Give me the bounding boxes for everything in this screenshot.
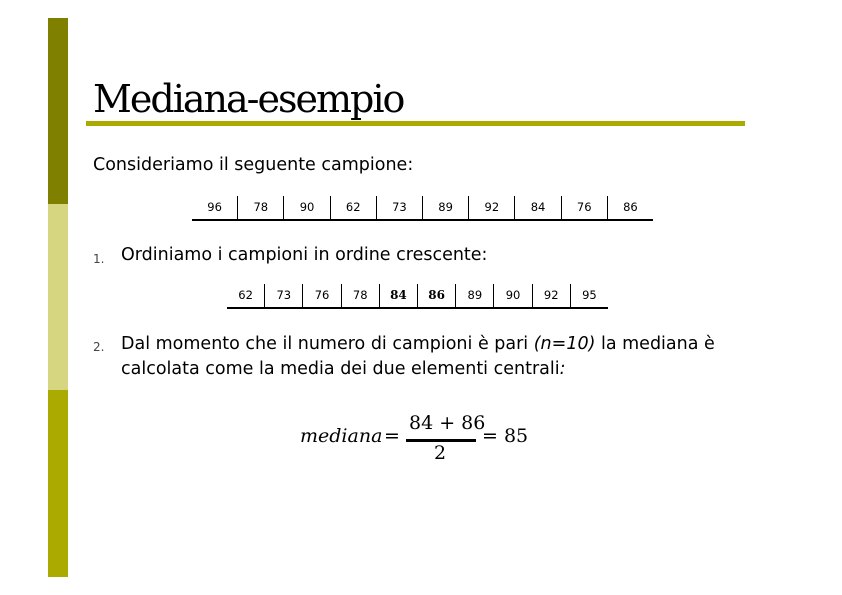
- step2-text-colon: :: [559, 359, 566, 379]
- sample-table: [192, 196, 653, 221]
- sorted-cell: 73: [265, 284, 303, 307]
- sample-cell: 78: [238, 196, 284, 219]
- sample-cell: 96: [192, 196, 238, 219]
- sorted-cell: 95: [582, 288, 597, 302]
- step2-text-part: Dal momento che il numero di campioni è pari: [121, 334, 534, 354]
- sample-cell: 92: [469, 196, 515, 219]
- intro-text: Consideriamo il seguente campione:: [93, 155, 414, 175]
- step1-text: Ordiniamo i campioni in ordine crescente:: [121, 245, 488, 265]
- sample-cell: 84: [515, 196, 561, 219]
- formula-equals: =: [384, 425, 400, 447]
- sample-cell: 73: [377, 196, 423, 219]
- sample-cell: 90: [284, 196, 330, 219]
- sorted-cell: 76: [303, 284, 341, 307]
- sidebar-bar-top: [48, 18, 68, 204]
- step-number: 1.: [93, 252, 105, 266]
- sample-cell: 62: [331, 196, 377, 219]
- step2-text-italic: (n=10): [533, 334, 596, 354]
- sorted-cell: 92: [533, 284, 571, 307]
- step2-text-part: la mediana è calcolata come la media dei due elementi centrali: [121, 334, 715, 379]
- sidebar-bar-middle: [48, 204, 68, 390]
- sorted-cell: 89: [456, 284, 494, 307]
- sorted-cell-central: 84: [380, 284, 418, 307]
- sample-cell: 89: [423, 196, 469, 219]
- step-number: 2.: [93, 340, 105, 354]
- sidebar-bar-bottom: [48, 390, 68, 577]
- sorted-cell: 90: [494, 284, 532, 307]
- sorted-cell: 62: [227, 284, 265, 307]
- title-underline: [86, 121, 745, 126]
- formula-numerator: 84 + 86: [409, 412, 486, 434]
- sorted-cell: 78: [342, 284, 380, 307]
- formula-result: = 85: [482, 425, 529, 447]
- sample-cell: 86: [623, 200, 638, 214]
- formula-denominator: 2: [434, 442, 447, 464]
- sorted-table: [227, 284, 608, 309]
- step2-text: [121, 332, 721, 382]
- page-title: Mediana-esempio: [93, 77, 404, 121]
- formula-lhs: mediana: [300, 425, 383, 447]
- sample-cell: 76: [562, 196, 608, 219]
- sorted-cell-central: 86: [418, 284, 456, 307]
